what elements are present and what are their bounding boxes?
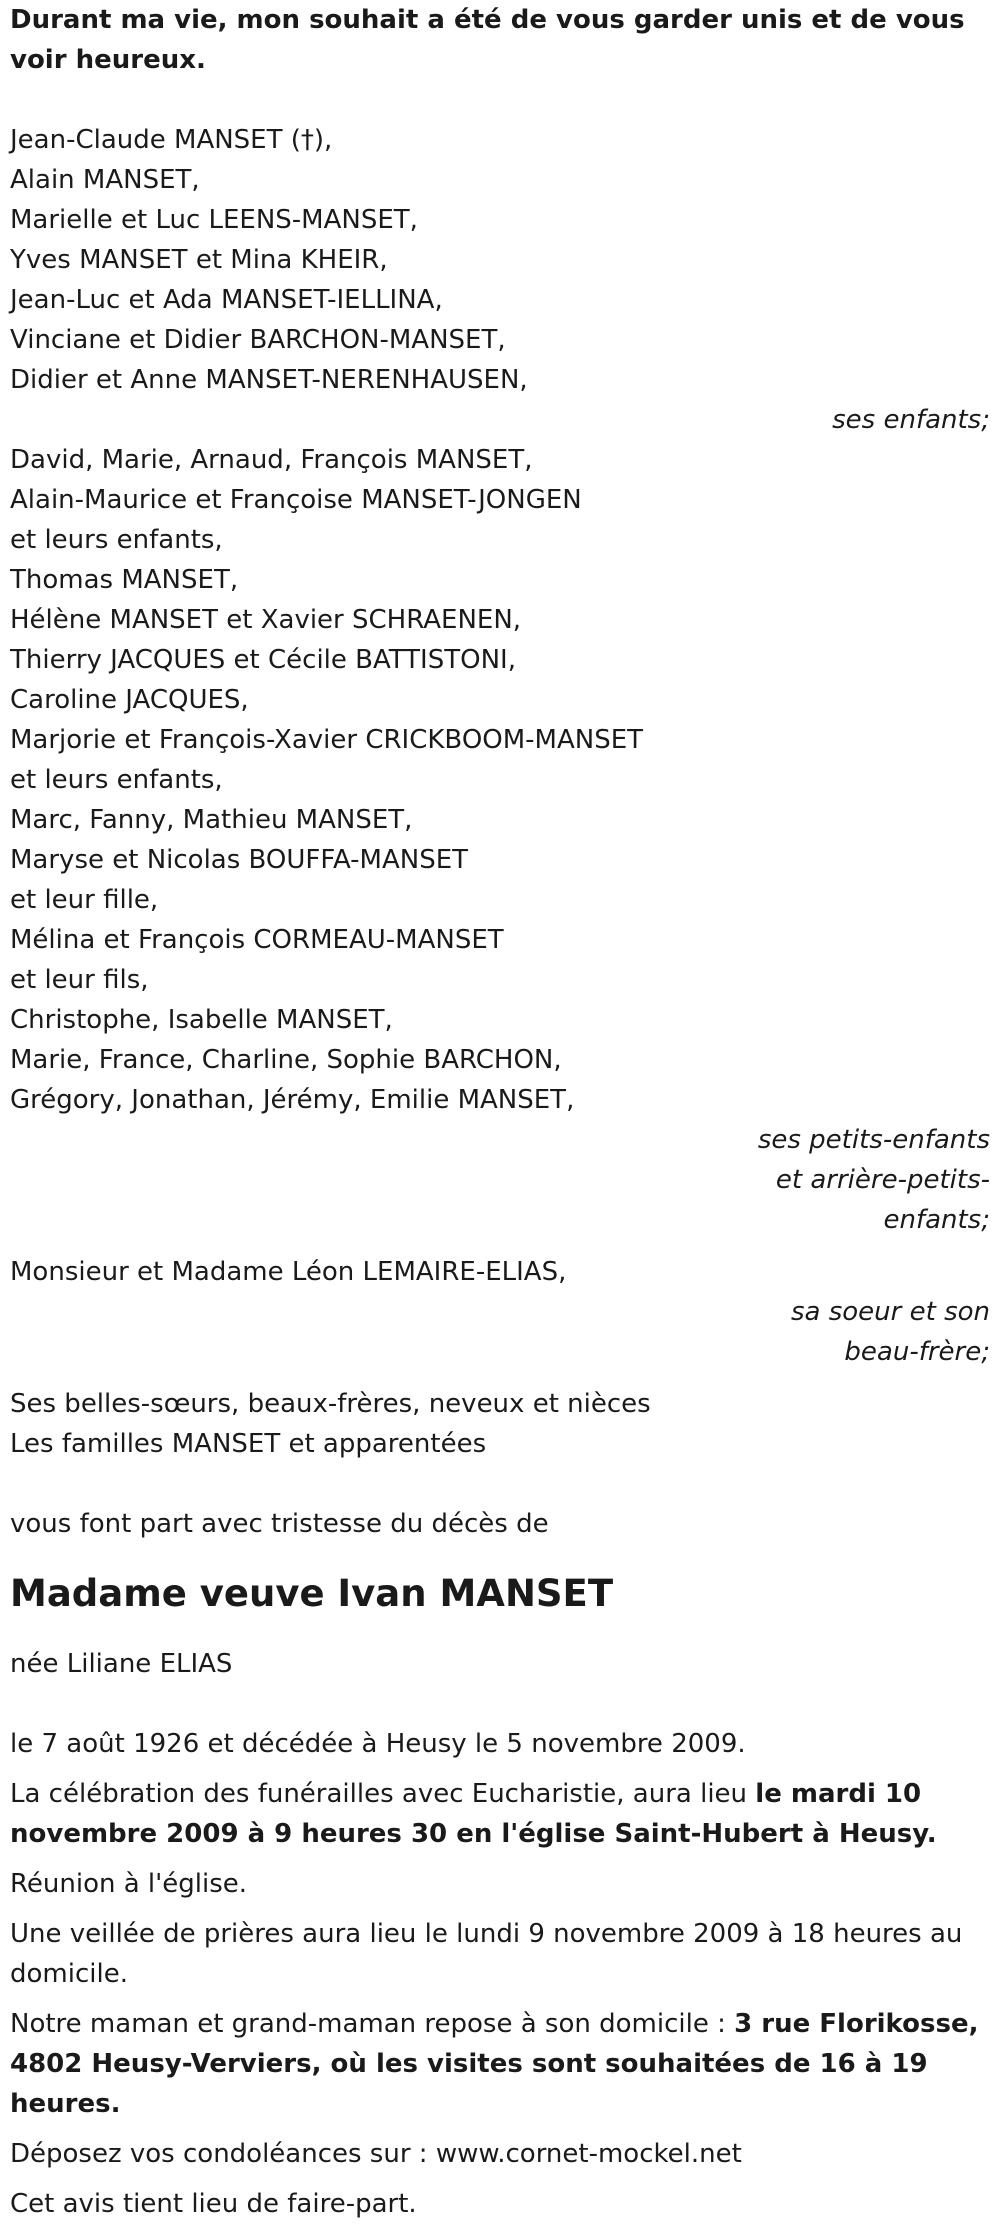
family-member-line: Thierry JACQUES et Cécile BATTISTONI, xyxy=(10,645,516,675)
family-member-line: Vinciane et Didier BARCHON-MANSET, xyxy=(10,325,506,355)
family-member-line: et leur fille, xyxy=(10,885,159,915)
family-member-line: Mélina et François CORMEAU-MANSET xyxy=(10,925,504,955)
funeral-text: La célébration des funérailles avec Eucharistie, aura lieu xyxy=(10,1779,756,1809)
children-role: ses enfants; xyxy=(832,405,990,435)
family-member-line: Jean-Luc et Ada MANSET-IELLINA, xyxy=(10,285,443,315)
family-member-line: Hélène MANSET et Xavier SCHRAENEN, xyxy=(10,605,522,635)
family-member-line: Jean-Claude MANSET (†), xyxy=(10,125,333,155)
rest-text: Notre maman et grand-maman repose à son domicile : xyxy=(10,2009,735,2039)
announcement: vous font part avec tristesse du décès de xyxy=(10,1509,549,1539)
grandchildren-block xyxy=(10,440,990,1120)
dates-line: le 7 août 1926 et décédée à Heusy le 5 novembre 2009. xyxy=(10,1729,746,1759)
spacer xyxy=(10,1372,990,1384)
family-member-line: et leurs enfants, xyxy=(10,765,223,795)
family-member-line: Marc, Fanny, Mathieu MANSET, xyxy=(10,805,413,835)
deceased-name: Madame veuve Ivan MANSET xyxy=(10,1572,614,1615)
relationship-label: ses petits-enfants xyxy=(757,1125,990,1155)
spacer xyxy=(10,1619,990,1644)
family-member-line: Christophe, Isabelle MANSET, xyxy=(10,1005,393,1035)
family-member-line: Yves MANSET et Mina KHEIR, xyxy=(10,245,388,275)
spacer xyxy=(10,1544,990,1569)
family-member-line: Alain-Maurice et Françoise MANSET-JONGEN xyxy=(10,485,582,515)
extended-family-block xyxy=(10,1384,990,1464)
family-member-line: Ses belles-sœurs, beaux-frères, neveux et nièces xyxy=(10,1389,651,1419)
grandchildren-role xyxy=(10,1120,990,1240)
birth-name: née Liliane ELIAS xyxy=(10,1649,233,1679)
children-block xyxy=(10,120,990,400)
family-member-line: Grégory, Jonathan, Jérémy, Emilie MANSET, xyxy=(10,1085,575,1115)
condolences-info: Déposez vos condoléances sur : www.cornet-mockel.net xyxy=(10,2139,742,2169)
family-member-line: Marielle et Luc LEENS-MANSET, xyxy=(10,205,418,235)
family-member-line: Maryse et Nicolas BOUFFA-MANSET xyxy=(10,845,469,875)
family-member-line: Alain MANSET, xyxy=(10,165,200,195)
family-member-line: Marjorie et François-Xavier CRICKBOOM-MANSET xyxy=(10,725,644,755)
family-member-line: et leur fils, xyxy=(10,965,149,995)
spacer xyxy=(10,80,990,120)
rest-info xyxy=(10,2004,990,2124)
family-member-line: Marie, France, Charline, Sophie BARCHON, xyxy=(10,1045,562,1075)
family-member-line: David, Marie, Arnaud, François MANSET, xyxy=(10,445,533,475)
relationship-label: enfants; xyxy=(883,1205,990,1235)
relationship-label: sa soeur et son xyxy=(790,1297,990,1327)
spacer xyxy=(10,1684,990,1724)
family-member-line: Thomas MANSET, xyxy=(10,565,239,595)
notice-info: Cet avis tient lieu de faire-part. xyxy=(10,2189,417,2219)
family-member-line: Caroline JACQUES, xyxy=(10,685,249,715)
family-member-line: Les familles MANSET et apparentées xyxy=(10,1429,487,1459)
vigil-info: Une veillée de prières aura lieu le lundi 9 novembre 2009 à 18 heures au domicile. xyxy=(10,1919,963,1989)
sister-name: Monsieur et Madame Léon LEMAIRE-ELIAS, xyxy=(10,1257,567,1287)
sister-role xyxy=(10,1292,990,1372)
spacer xyxy=(10,1240,990,1252)
family-member-line: Didier et Anne MANSET-NERENHAUSEN, xyxy=(10,365,528,395)
funeral-details: le mardi 10 novembre 2009 à 9 heures 30 en l'église Saint-Hubert à Heusy. xyxy=(10,1779,937,1849)
motto: Durant ma vie, mon souhait a été de vous garder unis et de vous voir heureux. xyxy=(10,5,965,75)
meeting-info: Réunion à l'église. xyxy=(10,1869,248,1899)
family-member-line: et leurs enfants, xyxy=(10,525,223,555)
spacer xyxy=(10,1464,990,1504)
rest-address: 3 rue Florikosse, 4802 Heusy-Verviers, où les visites sont souhaitées de 16 à 19 heures. xyxy=(10,2009,979,2119)
relationship-label: beau-frère; xyxy=(844,1337,990,1367)
funeral-info xyxy=(10,1774,990,1854)
relationship-label: et arrière-petits- xyxy=(775,1165,990,1195)
